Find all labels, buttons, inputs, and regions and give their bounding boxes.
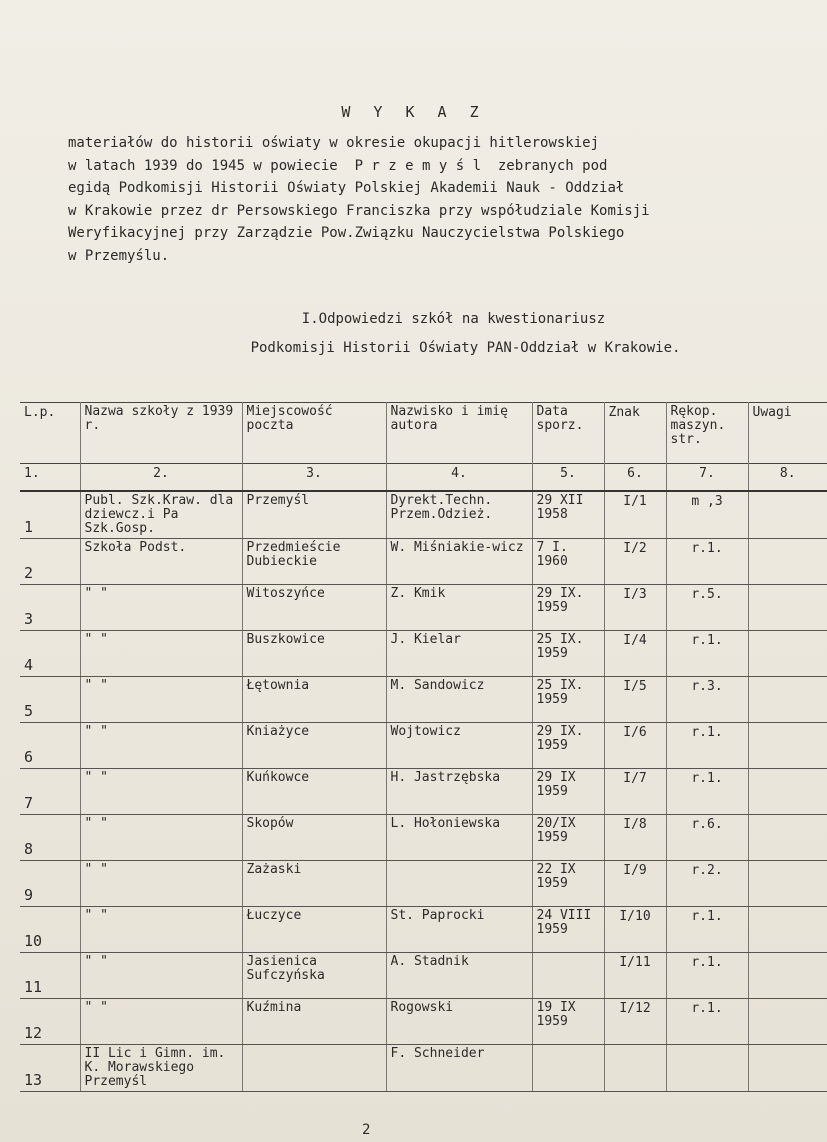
row-place: Kuńkowce (242, 769, 386, 815)
row-lp: 13 (20, 1045, 80, 1092)
row-school: II Lic i Gimn. im. K. Morawskiego Przemyśl (80, 1045, 242, 1092)
row-place: Jasienica Sufczyńska (242, 953, 386, 999)
row-author: J. Kielar (386, 631, 532, 677)
col-number: 5. (532, 464, 604, 492)
row-school: " " (80, 677, 242, 723)
intro-line: materiałów do historii oświaty w okresie okupacji hitlerowskiej (68, 135, 600, 151)
document-title: W Y K A Z (341, 103, 486, 121)
page-number: 2 (362, 1122, 371, 1138)
col-header-school: Nazwa szkoły z 1939 r. (80, 403, 242, 464)
row-notes (748, 953, 827, 999)
row-date: 20/IX 1959 (532, 815, 604, 861)
row-lp: 10 (20, 907, 80, 953)
row-school: Szkoła Podst. (80, 539, 242, 585)
row-pages: r.1. (666, 723, 748, 769)
table-row (20, 723, 827, 769)
row-notes (748, 999, 827, 1045)
row-author: Dyrekt.Techn. Przem.Odzież. (386, 491, 532, 539)
row-sign: I/8 (604, 815, 666, 861)
row-sign: I/3 (604, 585, 666, 631)
row-lp: 5 (20, 677, 80, 723)
table-row (20, 585, 827, 631)
row-pages: r.1. (666, 907, 748, 953)
row-lp: 11 (20, 953, 80, 999)
row-sign: I/9 (604, 861, 666, 907)
row-notes (748, 723, 827, 769)
materials-table (20, 402, 827, 1092)
table-row (20, 861, 827, 907)
row-author: H. Jastrzębska (386, 769, 532, 815)
row-author: Wojtowicz (386, 723, 532, 769)
row-sign: I/11 (604, 953, 666, 999)
row-notes (748, 1045, 827, 1092)
row-school: " " (80, 815, 242, 861)
row-author: Z. Kmik (386, 585, 532, 631)
row-place: Skopów (242, 815, 386, 861)
section-heading: I.Odpowiedzi szkół na kwestionariusz (301, 311, 606, 327)
row-place: Łuczyce (242, 907, 386, 953)
row-notes (748, 677, 827, 723)
intro-line: w Przemyślu. (68, 247, 170, 264)
col-header-place: Miejscowość poczta (242, 403, 386, 464)
row-author: Rogowski (386, 999, 532, 1045)
table-row (20, 907, 827, 953)
row-pages: r.1. (666, 953, 748, 999)
row-place: Kniażyce (242, 723, 386, 769)
row-date: 29 XII 1958 (532, 491, 604, 539)
row-lp: 7 (20, 769, 80, 815)
col-header-lp: L.p. (20, 403, 80, 464)
table-row (20, 953, 827, 999)
row-date: 22 IX 1959 (532, 861, 604, 907)
col-number: 7. (666, 464, 748, 492)
row-place: Buszkowice (242, 631, 386, 677)
row-school: " " (80, 953, 242, 999)
row-notes (748, 491, 827, 539)
col-header-pages: Rękop. maszyn. str. (666, 403, 748, 464)
row-sign: I/2 (604, 539, 666, 585)
intro-paragraph (68, 132, 788, 267)
row-school: " " (80, 907, 242, 953)
row-date (532, 953, 604, 999)
row-sign: I/5 (604, 677, 666, 723)
col-number: 2. (80, 464, 242, 492)
col-number: 8. (748, 464, 827, 492)
row-lp: 4 (20, 631, 80, 677)
intro-line: w Krakowie przez dr Persowskiego Franciszka przy współudziale Komisji (68, 202, 650, 219)
row-notes (748, 631, 827, 677)
row-notes (748, 815, 827, 861)
row-sign: I/6 (604, 723, 666, 769)
table-row (20, 491, 827, 539)
row-pages: r.1. (666, 769, 748, 815)
col-number: 4. (386, 464, 532, 492)
table-row (20, 769, 827, 815)
row-sign: I/4 (604, 631, 666, 677)
col-header-sign: Znak (604, 403, 666, 464)
row-lp: 2 (20, 539, 80, 585)
section-subheading: Podkomisji Historii Oświaty PAN-Oddział w Krakowie. (250, 340, 681, 356)
row-lp: 9 (20, 861, 80, 907)
intro-line: egidą Podkomisji Historii Oświaty Polskiej Akademii Nauk - Oddział (68, 180, 625, 196)
table-row (20, 631, 827, 677)
row-date (532, 1045, 604, 1092)
row-lp: 12 (20, 999, 80, 1045)
row-pages: r.1. (666, 539, 748, 585)
row-school: " " (80, 861, 242, 907)
row-notes (748, 861, 827, 907)
row-notes (748, 539, 827, 585)
table-row (20, 1045, 827, 1092)
row-place: Kuźmina (242, 999, 386, 1045)
table-header-row (20, 403, 827, 464)
col-number: 3. (242, 464, 386, 492)
column-number-row (20, 464, 827, 492)
row-sign: I/7 (604, 769, 666, 815)
row-notes (748, 907, 827, 953)
row-author: L. Hołoniewska (386, 815, 532, 861)
row-pages: r.1. (666, 631, 748, 677)
row-date: 7 I. 1960 (532, 539, 604, 585)
intro-line: w latach 1939 do 1945 w powiecie P r z e m y ś l zebranych pod (68, 157, 608, 174)
row-pages: r.1. (666, 999, 748, 1045)
intro-line: Weryfikacyjnej przy Zarządzie Pow.Związku Nauczycielstwa Polskiego (68, 225, 625, 241)
row-place: Łętownia (242, 677, 386, 723)
row-lp: 1 (20, 491, 80, 539)
row-pages: r.5. (666, 585, 748, 631)
row-author (386, 861, 532, 907)
row-author: W. Miśniakie-wicz (386, 539, 532, 585)
row-place: Przedmieście Dubieckie (242, 539, 386, 585)
row-school: " " (80, 631, 242, 677)
row-school: " " (80, 769, 242, 815)
row-pages: r.6. (666, 815, 748, 861)
row-lp: 3 (20, 585, 80, 631)
col-header-author: Nazwisko i imię autora (386, 403, 532, 464)
row-author: A. Stadnik (386, 953, 532, 999)
row-notes (748, 769, 827, 815)
row-sign (604, 1045, 666, 1092)
row-pages: m ,3 (666, 491, 748, 539)
row-date: 19 IX 1959 (532, 999, 604, 1045)
table-row (20, 815, 827, 861)
row-sign: I/1 (604, 491, 666, 539)
col-header-notes: Uwagi (748, 403, 827, 464)
row-pages (666, 1045, 748, 1092)
table-row (20, 539, 827, 585)
row-notes (748, 585, 827, 631)
row-place: Zażaski (242, 861, 386, 907)
table-row (20, 999, 827, 1045)
row-place: Witoszyńce (242, 585, 386, 631)
row-place (242, 1045, 386, 1092)
table-row (20, 677, 827, 723)
row-sign: I/12 (604, 999, 666, 1045)
row-date: 29 IX. 1959 (532, 585, 604, 631)
row-date: 25 IX. 1959 (532, 677, 604, 723)
row-school: " " (80, 999, 242, 1045)
row-lp: 8 (20, 815, 80, 861)
row-author: M. Sandowicz (386, 677, 532, 723)
row-author: F. Schneider (386, 1045, 532, 1092)
col-number: 1. (20, 464, 80, 492)
row-pages: r.2. (666, 861, 748, 907)
row-sign: I/10 (604, 907, 666, 953)
col-number: 6. (604, 464, 666, 492)
row-school: " " (80, 585, 242, 631)
row-pages: r.3. (666, 677, 748, 723)
row-lp: 6 (20, 723, 80, 769)
table-body (20, 491, 827, 1092)
row-school: Publ. Szk.Kraw. dla dziewcz.i Pa Szk.Gosp. (80, 491, 242, 539)
row-school: " " (80, 723, 242, 769)
row-date: 29 IX 1959 (532, 769, 604, 815)
row-author: St. Paprocki (386, 907, 532, 953)
col-header-date: Data sporz. (532, 403, 604, 464)
row-place: Przemyśl (242, 491, 386, 539)
row-date: 25 IX. 1959 (532, 631, 604, 677)
row-date: 29 IX. 1959 (532, 723, 604, 769)
row-date: 24 VIII 1959 (532, 907, 604, 953)
